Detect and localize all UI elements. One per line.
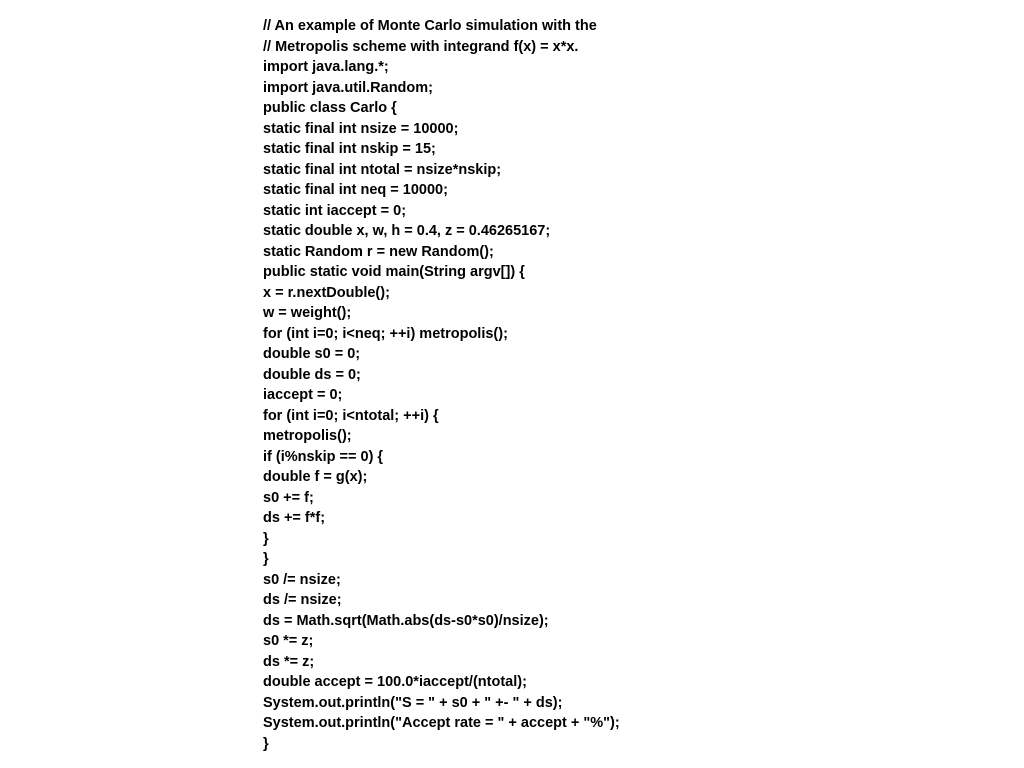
code-line: s0 /= nsize; xyxy=(263,571,341,588)
code-line: s0 *= z; xyxy=(263,633,314,649)
code-line-comment: // Metropolis scheme with integrand f(x) = x*x. xyxy=(263,38,579,55)
code-line: double accept = 100.0*iaccept/(ntotal); xyxy=(263,674,527,690)
code-line: static final int nsize = 10000; xyxy=(263,120,459,137)
code-line-print: System.out.println("Accept rate = " + accept + "%"); xyxy=(263,715,620,731)
code-line: static int iaccept = 0; xyxy=(263,202,407,219)
code-line: static final int nskip = 15; xyxy=(263,141,436,157)
code-line-closing-brace: } xyxy=(263,735,269,752)
code-line-print: System.out.println("S = " + s0 + " +- " + ds); xyxy=(263,694,563,711)
code-line: double s0 = 0; xyxy=(263,346,361,362)
code-line: if (i%nskip == 0) { xyxy=(263,448,384,465)
code-line-import: import java.util.Random; xyxy=(263,79,433,96)
code-line-import: import java.lang.*; xyxy=(263,59,389,75)
code-line-comment: // An example of Monte Carlo simulation with the xyxy=(263,18,597,34)
code-line: double f = g(x); xyxy=(263,469,368,485)
code-line: x = r.nextDouble(); xyxy=(263,284,390,301)
code-line-closing-brace: } xyxy=(263,551,269,567)
code-line: static Random r = new Random(); xyxy=(263,243,494,260)
code-line: static double x, w, h = 0.4, z = 0.46265167; xyxy=(263,223,551,239)
code-line: double ds = 0; xyxy=(263,366,361,383)
code-line-closing-brace: } xyxy=(263,530,269,547)
code-line: ds /= nsize; xyxy=(263,592,342,608)
code-line: for (int i=0; i<neq; ++i) metropolis(); xyxy=(263,325,508,342)
code-line: w = weight(); xyxy=(263,305,352,321)
code-line: s0 += f; xyxy=(263,489,314,506)
code-line-class-declaration: public class Carlo { xyxy=(263,100,397,116)
code-listing xyxy=(263,16,620,754)
code-line-main-declaration: public static void main(String argv[]) { xyxy=(263,264,525,280)
code-line: static final int ntotal = nsize*nskip; xyxy=(263,161,502,178)
code-line: ds = Math.sqrt(Math.abs(ds-s0*s0)/nsize); xyxy=(263,612,549,629)
code-line: metropolis(); xyxy=(263,428,352,444)
code-line: ds *= z; xyxy=(263,653,315,670)
code-line: ds += f*f; xyxy=(263,510,326,526)
code-line: for (int i=0; i<ntotal; ++i) { xyxy=(263,407,439,424)
code-line: iaccept = 0; xyxy=(263,387,343,403)
code-line: static final int neq = 10000; xyxy=(263,182,448,198)
